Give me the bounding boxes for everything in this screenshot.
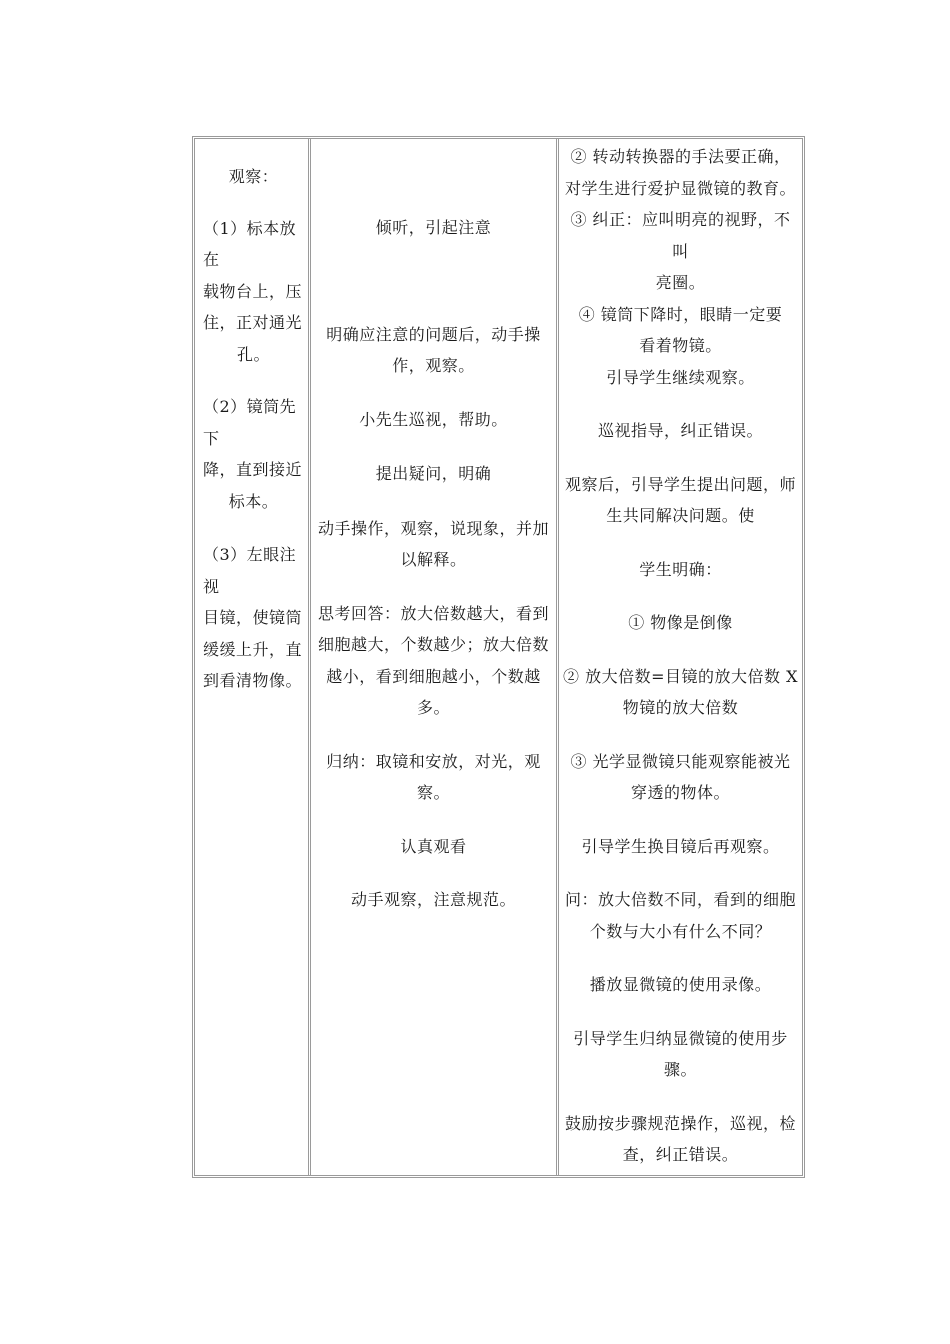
teacher-note-4-line: ④ 镜筒下降时，眼睛一定要 bbox=[578, 304, 783, 324]
step-2-line: （2）镜筒先下 bbox=[203, 397, 297, 448]
step-1-line: 载物台上，压 bbox=[203, 281, 303, 301]
teacher-guide-observe: 引导学生继续观察。 bbox=[606, 367, 755, 387]
step-2 bbox=[195, 391, 308, 517]
column-student-activity bbox=[311, 139, 559, 1175]
step-1-line: 住，正对通光 bbox=[203, 313, 303, 332]
conclusion-2: ② 放大倍数=目镜的放大倍数 X 物镜的放大倍数 bbox=[563, 666, 798, 717]
teacher-students-clear: 学生明确： bbox=[639, 559, 722, 579]
teacher-play-video: 播放显微镜的使用录像。 bbox=[589, 975, 772, 994]
lesson-table bbox=[192, 136, 805, 1178]
step-2-line: 降，直到接近 bbox=[203, 460, 303, 479]
conclusion-3: ③ 光学显微镜只能观察能被光穿透的物体。 bbox=[570, 751, 791, 802]
teacher-question-magnification: 问：放大倍数不同，看到的细胞个数与大小有什么不同？ bbox=[564, 890, 796, 941]
column-student-steps bbox=[195, 139, 311, 1175]
step-3-line: 目镜，使镜筒 bbox=[203, 608, 303, 627]
teacher-encourage: 鼓励按步骤规范操作，巡视，检查，纠正错误。 bbox=[564, 1113, 796, 1164]
activity-summary: 归纳：取镜和安放，对光，观察。 bbox=[326, 751, 541, 802]
activity-helper: 小先生巡视，帮助。 bbox=[359, 409, 508, 429]
teacher-patrol: 巡视指导，纠正错误。 bbox=[597, 421, 763, 440]
step-1-line: （1）标本放在 bbox=[203, 218, 297, 269]
step-1-tail: 孔。 bbox=[236, 344, 270, 364]
conclusion-1: ① 物像是倒像 bbox=[628, 613, 733, 632]
teacher-summarize-steps: 引导学生归纳显微镜的使用步骤。 bbox=[573, 1028, 788, 1079]
step-2-tail: 标本。 bbox=[228, 491, 279, 511]
step-3-line: 缓缓上升，直 bbox=[203, 639, 303, 659]
activity-practice: 动手观察，注意规范。 bbox=[350, 890, 516, 909]
teacher-note-4 bbox=[559, 299, 802, 362]
teacher-note-2: ② 转动转换器的手法要正确，对学生进行爱护显微镜的教育。 bbox=[564, 147, 796, 198]
activity-operate: 明确应注意的问题后，动手操作，观察。 bbox=[326, 324, 541, 375]
activity-listen: 倾听，引起注意 bbox=[375, 218, 492, 237]
teacher-change-eyepiece: 引导学生换目镜后再观察。 bbox=[581, 836, 780, 856]
teacher-raise-question: 观察后，引导学生提出问题，师生共同解决问题。使 bbox=[564, 474, 796, 525]
activity-watch: 认真观看 bbox=[400, 836, 467, 856]
teacher-note-3-line: 亮圈。 bbox=[655, 273, 706, 292]
step-3 bbox=[195, 539, 308, 697]
step-1 bbox=[195, 213, 308, 371]
teacher-note-3 bbox=[559, 204, 802, 299]
teacher-note-4-line: 看着物镜。 bbox=[639, 336, 722, 355]
column-teacher-activity bbox=[559, 139, 802, 1175]
teacher-note-3-line: ③ 纠正：应叫明亮的视野，不叫 bbox=[570, 210, 791, 261]
activity-explain: 动手操作，观察，说现象，并加以解释。 bbox=[317, 518, 549, 569]
observe-heading: 观察： bbox=[228, 167, 279, 186]
activity-question: 提出疑问，明确 bbox=[375, 464, 492, 483]
step-3-line: 到看清物像。 bbox=[203, 671, 303, 690]
activity-answer: 思考回答：放大倍数越大，看到细胞越大，个数越少；放大倍数越小，看到细胞越小，个数越多。 bbox=[317, 603, 549, 717]
step-3-line: （3）左眼注视 bbox=[203, 545, 297, 596]
